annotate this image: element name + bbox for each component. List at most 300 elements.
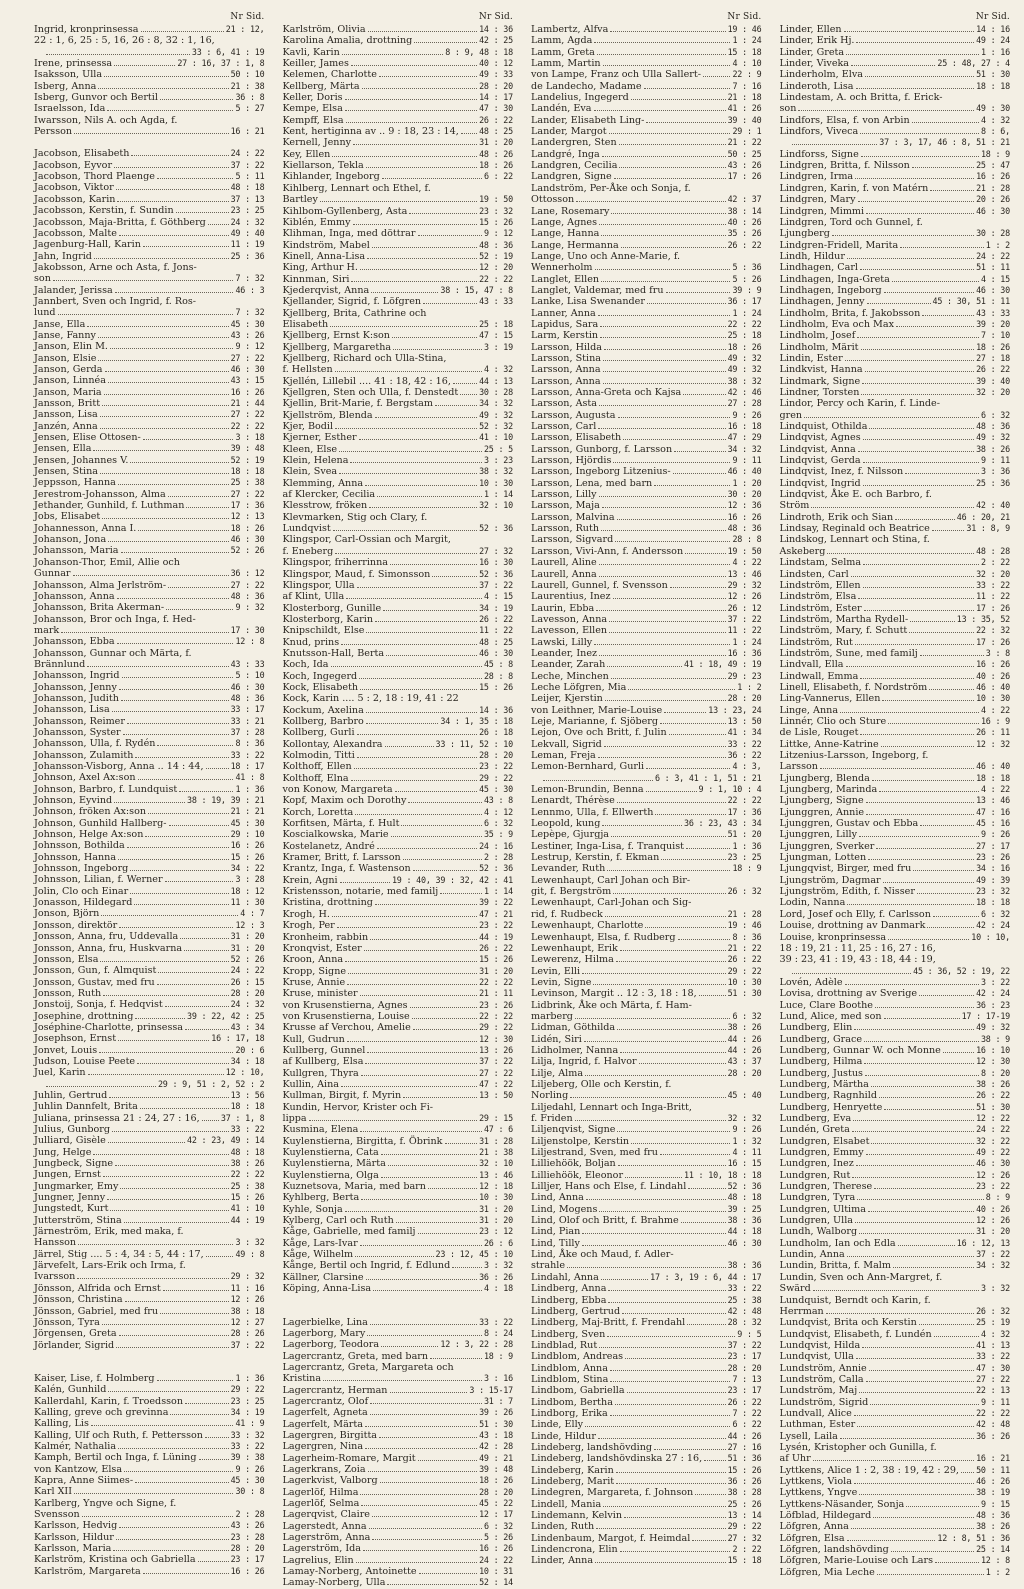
entry-name: Jansson, Britt <box>34 398 101 409</box>
index-entry <box>531 1022 762 1033</box>
page-reference: 18 : 18 <box>976 772 1010 783</box>
entry-name: Johansson, Anna <box>34 590 115 602</box>
leader-dots <box>332 916 477 917</box>
index-entry <box>531 1090 762 1101</box>
index-entry <box>780 875 1011 886</box>
entry-name: Klesstrow, fröken <box>282 500 368 512</box>
index-entry <box>780 500 1011 511</box>
page-reference: 36 : 22 <box>727 750 762 760</box>
leader-dots <box>582 1233 725 1234</box>
page-reference: 29 : 15 <box>479 1113 513 1123</box>
leader-dots <box>934 1336 979 1337</box>
page-reference: 30 : 28 <box>976 228 1010 239</box>
page-reference: 31 : 20 <box>230 942 265 953</box>
entry-name: Larsson, Hilda <box>531 341 602 353</box>
index-entry <box>780 410 1011 421</box>
entry-name: Kellberg, Märta <box>282 80 360 92</box>
entry-name: Lindberg, Anna <box>531 1283 607 1295</box>
leader-dots <box>364 950 477 951</box>
entry-name: Johansson, Alma Jerlström- <box>34 579 167 591</box>
page-reference: 38 : 26 <box>976 1521 1010 1532</box>
page-reference: 49 : 32 <box>479 409 513 420</box>
leader-dots <box>108 1142 185 1143</box>
index-entry <box>531 1329 762 1340</box>
index-entry <box>283 1181 514 1192</box>
entry-name: Jannbert, Sven och Ingrid, f. Ros- <box>34 295 197 307</box>
index-entry <box>780 1521 1011 1532</box>
entry-name: Lilliehöök, Boljan <box>531 1158 616 1170</box>
entry-name: Lavesson, Anna <box>531 613 608 625</box>
entry-name: Lagerheim-Romare, Margit <box>282 1452 416 1464</box>
index-entry <box>531 1476 762 1487</box>
entry-name: Linder, Erik Hj. <box>779 35 855 47</box>
leader-dots <box>372 1539 482 1540</box>
leader-dots <box>46 1086 156 1087</box>
page-reference: 5 : 11 <box>235 171 265 182</box>
entry-name: Lamay-Norberg, Antoinette <box>282 1566 417 1578</box>
index-entry <box>34 1079 265 1090</box>
entry-name: Jensen, Johannes V. <box>34 454 129 466</box>
entry-name: Lindforss, Signe <box>779 148 859 160</box>
leader-dots <box>418 1460 477 1461</box>
index-entry <box>780 1136 1011 1147</box>
index-entry <box>283 1419 514 1430</box>
index-entry <box>531 943 762 954</box>
index-entry <box>283 47 514 58</box>
page-reference: 11 : 19 <box>230 239 265 250</box>
page-reference: 23 : 17 <box>230 1554 265 1565</box>
leader-dots <box>186 507 228 508</box>
entry-name: Litzenius-Larsson, Ingeborg, f. <box>779 750 929 761</box>
index-entry <box>531 1351 762 1362</box>
page-reference: 28 : 20 <box>479 750 513 760</box>
entry-name: Lundberg, Eva <box>779 1113 852 1124</box>
leader-dots <box>845 984 979 985</box>
page-reference: 17 : 26 <box>976 636 1010 647</box>
entry-name: Lindell, Mania <box>531 1498 602 1510</box>
leader-dots <box>367 1052 477 1053</box>
page-reference: 17 : 26 <box>976 602 1010 613</box>
entry-name: Kaiser, Lise, f. Holmberg <box>34 1372 155 1384</box>
entry-name: Lysén, Kristopher och Gunilla, f. <box>779 1441 937 1453</box>
index-entry <box>34 455 265 466</box>
leader-dots <box>141 31 224 32</box>
page-reference: 47 : 6 <box>483 1124 513 1135</box>
leader-dots <box>927 927 974 928</box>
entry-name: Kusmina, Elena <box>282 1124 359 1136</box>
entry-name: Lundström, Sigrid <box>779 1396 869 1408</box>
index-entry <box>780 523 1011 534</box>
leader-dots <box>879 1097 974 1098</box>
leader-dots <box>703 76 731 77</box>
index-entry <box>34 908 265 919</box>
leader-dots <box>53 280 234 281</box>
leader-dots <box>91 1425 234 1426</box>
entry-name: Lindholm, Märit <box>779 341 859 353</box>
page-reference: 22 : 22 <box>727 318 762 329</box>
entry-name: Kihlander, Ingeborg <box>282 171 380 183</box>
index-entry <box>780 285 1011 296</box>
entry-name: Jacobson, Eyvor <box>34 159 113 171</box>
entry-name: Lagercrantz, Greta, Margareta och <box>282 1361 454 1373</box>
page-reference: 14 : 36 <box>479 704 513 715</box>
index-entry <box>780 829 1011 840</box>
page-reference: 25 : 26 <box>727 1498 762 1509</box>
page-reference: 49 : 33 <box>479 69 513 80</box>
index-entry <box>780 569 1011 580</box>
index-entry <box>780 1363 1011 1374</box>
index-entry <box>780 1465 1011 1476</box>
index-entry <box>780 103 1011 114</box>
entry-name: Kalmér, Nathalia <box>34 1440 117 1452</box>
entry-name: Lindkvist, Hanna <box>779 364 863 376</box>
entry-name: f. Friden <box>531 1113 573 1124</box>
leader-dots <box>912 167 974 168</box>
page-reference: 18 : 18 <box>230 1101 265 1112</box>
leader-dots <box>860 133 979 134</box>
leader-dots <box>117 598 229 599</box>
leader-dots <box>866 1154 974 1155</box>
page-reference: 12 : 26 <box>727 591 762 602</box>
entry-name: Leje, Marianne, f. Sjöberg <box>531 715 659 727</box>
page-reference: 37 : 22 <box>727 613 762 624</box>
leader-dots <box>73 575 229 576</box>
leader-dots <box>859 836 979 837</box>
page-reference: 16 : 18 <box>727 421 762 432</box>
leader-dots <box>383 610 477 611</box>
entry-name: Ivarsson <box>34 1271 76 1283</box>
entry-name: Larsson, Stina <box>531 352 601 364</box>
page-reference: 9 : 15 <box>980 1498 1010 1509</box>
leader-dots <box>367 258 477 259</box>
entry-name: Lindin, Ester <box>779 352 843 364</box>
page-reference: 6 : 32 <box>483 818 513 829</box>
entry-name: Klein, Helena <box>282 455 349 467</box>
index-entry <box>283 1090 514 1101</box>
entry-name: Johnson, Helge Ax:son <box>34 829 144 841</box>
page-reference: 33 : 22 <box>976 1351 1010 1362</box>
leader-dots <box>401 825 481 826</box>
entry-name: Lindström, Ellen <box>779 579 861 591</box>
leader-dots <box>368 1471 478 1472</box>
entry-name: Kramer, Britt, f. Larsson <box>282 852 401 864</box>
leader-dots <box>876 848 974 849</box>
index-entry <box>780 115 1011 126</box>
entry-name: Larsson <box>779 761 818 773</box>
page-reference: 42 : 37 <box>727 194 762 205</box>
entry-name: Lyttkens, Viola <box>779 1476 852 1487</box>
page-reference: 4 : 18 <box>483 1283 513 1294</box>
index-entry <box>34 1192 265 1203</box>
leader-dots <box>342 54 443 55</box>
index-entry <box>34 1067 265 1078</box>
entry-name: Lindqvist, Gerda <box>779 455 861 467</box>
index-entry <box>780 308 1011 319</box>
entry-name: Lindström, Elsa <box>779 591 857 603</box>
index-entry <box>34 943 265 954</box>
entry-name: Järrel, Stig .... 5 : 4, 34 : 5, 44 : 17, <box>34 1248 204 1260</box>
index-entry <box>531 285 762 296</box>
entry-name: Jansson, Lisa <box>34 409 98 421</box>
page-reference: 13 : 50 <box>479 1090 513 1101</box>
leader-dots <box>109 1097 228 1098</box>
entry-name: Liljenstolpe, Kerstin <box>531 1135 630 1147</box>
page-reference: 45 : 16 <box>976 818 1010 829</box>
index-entry <box>780 512 1011 523</box>
index-entry <box>34 750 265 761</box>
leader-dots <box>361 1075 477 1076</box>
leader-dots <box>601 530 726 531</box>
page-reference: 36 : 12 <box>230 568 265 579</box>
leader-dots <box>365 1426 477 1427</box>
index-entry <box>780 1215 1011 1226</box>
entry-name: Lagerfelt, Märta <box>282 1418 363 1430</box>
entry-name: Gunnar <box>34 568 71 580</box>
index-entry <box>780 24 1011 35</box>
leader-dots <box>116 189 229 190</box>
page-reference: 36 : 23 <box>976 999 1010 1010</box>
index-entry <box>780 330 1011 341</box>
page-reference: 24 : 22 <box>976 1124 1010 1135</box>
index-entry <box>283 1102 514 1113</box>
entry-name: Lundquist, Berndt och Karin, f. <box>779 1294 931 1306</box>
leader-dots <box>368 31 478 32</box>
page-reference: 16 : 10 <box>976 1044 1010 1055</box>
page-reference: 10 : 10, <box>971 931 1010 942</box>
index-entry <box>34 1418 265 1429</box>
index-entry <box>283 671 514 682</box>
page-reference: 48 : 18 <box>230 1146 265 1157</box>
index-entry <box>531 274 762 285</box>
entry-name: Lindström, Martha Rydell- <box>779 613 909 625</box>
leader-dots <box>888 723 979 724</box>
entry-name: Lagercrantz, Herman <box>282 1384 388 1396</box>
leader-dots <box>615 1404 726 1405</box>
entry-name: Lundholm, Ian och Edla <box>779 1237 896 1249</box>
leader-dots <box>381 1154 477 1155</box>
index-entry <box>283 183 514 194</box>
entry-name: Laurentius, Inez <box>531 591 611 603</box>
index-entry <box>780 183 1011 194</box>
leader-dots <box>909 632 974 633</box>
index-entry <box>283 24 514 35</box>
leader-dots <box>140 1108 229 1109</box>
page-reference: 1 : 36 <box>732 840 762 851</box>
page-reference: 26 : 32 <box>727 886 762 897</box>
index-entry <box>531 603 762 614</box>
entry-name: Karlsson, Hedvig <box>34 1520 118 1532</box>
leader-dots <box>858 201 975 202</box>
index-entry <box>283 137 514 148</box>
page-reference: 36 : 26 <box>727 1476 762 1486</box>
entry-name: Lenardt, Thérèse <box>531 795 615 807</box>
leader-dots <box>347 1041 477 1042</box>
entry-name: Johannesson, Anna I. <box>34 522 137 534</box>
page-reference: 33 : 22 <box>230 1124 265 1134</box>
leader-dots <box>603 371 726 372</box>
index-entry <box>780 58 1011 69</box>
index-entry <box>780 171 1011 182</box>
page-reference: 26 : 22 <box>479 114 513 125</box>
leader-dots <box>628 689 735 690</box>
page-reference: 25 : 36 <box>976 477 1010 488</box>
leader-dots <box>930 190 974 191</box>
index-entry <box>283 1136 514 1147</box>
leader-dots <box>613 893 725 894</box>
entry-name: Lindvall, Ella <box>779 659 844 671</box>
index-entry <box>283 500 514 511</box>
page-reference: 24 : 22 <box>479 1554 513 1565</box>
leader-dots <box>403 1097 477 1098</box>
page-reference: 27 : 28 <box>727 398 762 409</box>
page-reference: 12 : 3 <box>235 919 265 930</box>
leader-dots <box>600 326 725 327</box>
entry-name: Kjerner, Esther <box>282 432 357 444</box>
page-reference: 23 : 22 <box>479 920 513 931</box>
page-reference: 1 : 2 <box>737 681 762 692</box>
leader-dots <box>382 178 482 179</box>
index-entry <box>531 1238 762 1249</box>
leader-dots <box>820 768 974 769</box>
entry-name: Lapidus, Sara <box>531 318 599 330</box>
index-entry <box>780 444 1011 455</box>
index-entry <box>780 81 1011 92</box>
entry-name: de Landecho, Madame <box>531 80 642 92</box>
leader-dots <box>170 1414 228 1415</box>
index-entry <box>34 1520 265 1531</box>
page-reference: 32 : 10 <box>479 500 513 511</box>
entry-name: Lewerenz, Hilma <box>531 954 614 966</box>
index-entry <box>531 1408 762 1419</box>
index-entry <box>34 69 265 80</box>
entry-name: Lindqvist, Inez, f. Nilsson <box>779 466 904 478</box>
page-reference: 22 : 9 <box>732 69 762 80</box>
index-entry <box>34 1373 265 1384</box>
leader-dots <box>602 825 682 826</box>
index-entry <box>531 1215 762 1226</box>
entry-name: Kjederqvist, Anna <box>282 284 370 296</box>
entry-name: Laurin, Ebba <box>531 602 595 614</box>
index-entry <box>780 1476 1011 1487</box>
leader-dots <box>616 1483 725 1484</box>
entry-name: Lindholm, Josef <box>779 330 856 342</box>
page-reference: 48 : 36 <box>727 523 762 534</box>
page-reference: 49 : 40 <box>230 227 265 238</box>
entry-name: Kristensson, notarie, med familj <box>282 886 439 898</box>
index-entry <box>283 489 514 500</box>
page-reference: 1 : 14 <box>483 886 513 897</box>
entry-name: Lund, Alice, med son <box>779 1010 882 1022</box>
entry-name: Kruse, Annie <box>282 976 346 988</box>
leader-dots <box>371 292 438 293</box>
leader-dots <box>604 746 726 747</box>
leader-dots <box>335 428 477 429</box>
index-entry <box>283 1566 514 1577</box>
index-entry <box>780 387 1011 398</box>
page-reference: 49 : 39 <box>976 874 1010 885</box>
entry-name: Kinnman, Siri <box>282 273 350 285</box>
leader-dots <box>798 110 974 111</box>
entry-name: Klosterborg, Gunille <box>282 602 382 614</box>
leader-dots <box>158 972 228 973</box>
leader-dots <box>620 1052 725 1053</box>
entry-name: Lilje, Alma <box>531 1067 584 1079</box>
index-entry <box>531 478 762 489</box>
page-reference: 31 : 20 <box>479 137 513 148</box>
index-entry <box>531 81 762 92</box>
page-reference: 13 : 46 <box>479 1169 513 1180</box>
leader-dots <box>391 836 482 837</box>
entry-name: Jacobsson, Maja-Britta, f. Göthberg <box>34 216 206 228</box>
index-entry <box>531 1374 762 1385</box>
index-entry <box>531 659 762 670</box>
page-reference: 34 : 32 <box>727 443 762 454</box>
entry-name: Kuylenstierna, Cata <box>282 1147 379 1159</box>
page-reference: 13 : 23, 24 <box>708 704 762 715</box>
entry-name: Irene, prinsessa <box>34 58 113 70</box>
entry-name: Lindström, Ester <box>779 602 862 614</box>
page-reference: 1 : 14 <box>483 489 513 500</box>
entry-name: Lindblad, Rut <box>531 1339 598 1351</box>
index-entry <box>34 35 265 46</box>
entry-name: Linde, Elly <box>531 1419 584 1431</box>
page-reference: 31 : 20 <box>230 931 265 942</box>
index-entry <box>34 160 265 171</box>
entry-name: Jahn, Ingrid <box>34 250 92 262</box>
entry-name: Krusse af Verchou, Amelie <box>282 1022 411 1034</box>
column-header: Nr Sid. <box>975 12 1010 22</box>
index-entry <box>780 240 1011 251</box>
leader-dots <box>331 666 482 667</box>
index-entry <box>34 171 265 182</box>
leader-dots <box>157 745 233 746</box>
page-reference: 7 : 13 <box>732 1373 762 1384</box>
column-4 <box>780 12 1011 1589</box>
leader-dots <box>357 734 478 735</box>
index-entry <box>34 1271 265 1282</box>
page-reference: 51 : 11 <box>976 262 1010 273</box>
entry-name: von Kantzow, Elsa <box>34 1463 123 1475</box>
index-entry <box>780 648 1011 659</box>
leader-dots <box>813 1460 974 1461</box>
entry-name: Lestiner, Inga-Lisa, f. Tranquist <box>531 840 684 852</box>
index-entry <box>283 149 514 160</box>
entry-name: Lundberg, Grace <box>779 1033 863 1045</box>
page-reference: 49 : 8 <box>235 1248 265 1259</box>
index-entry <box>34 591 265 602</box>
leader-dots <box>847 258 974 259</box>
leader-dots <box>864 1041 979 1042</box>
index-entry <box>283 353 514 364</box>
index-entry <box>283 591 514 602</box>
entry-name: Kjer, Bodil <box>282 421 334 433</box>
leader-dots <box>862 1347 974 1348</box>
page-reference: 31 : 20 <box>976 1226 1010 1237</box>
entry-name: Herrman <box>779 1305 824 1317</box>
page-reference: 2 : 28 <box>483 852 513 863</box>
page-reference: 5 : 26 <box>483 1532 513 1543</box>
entry-name: Landström, Per-Åke och Sonja, f. <box>531 182 691 194</box>
leader-dots <box>598 1438 726 1439</box>
leader-dots <box>599 1211 725 1212</box>
index-entry <box>283 1498 514 1509</box>
index-entry <box>283 818 514 829</box>
index-entry <box>283 1215 514 1226</box>
entry-name: Linder, Anna <box>531 1555 594 1567</box>
page-reference: 15 : 26 <box>230 851 265 862</box>
page-reference: 11 : 22 <box>479 625 513 636</box>
leader-dots <box>351 780 477 781</box>
